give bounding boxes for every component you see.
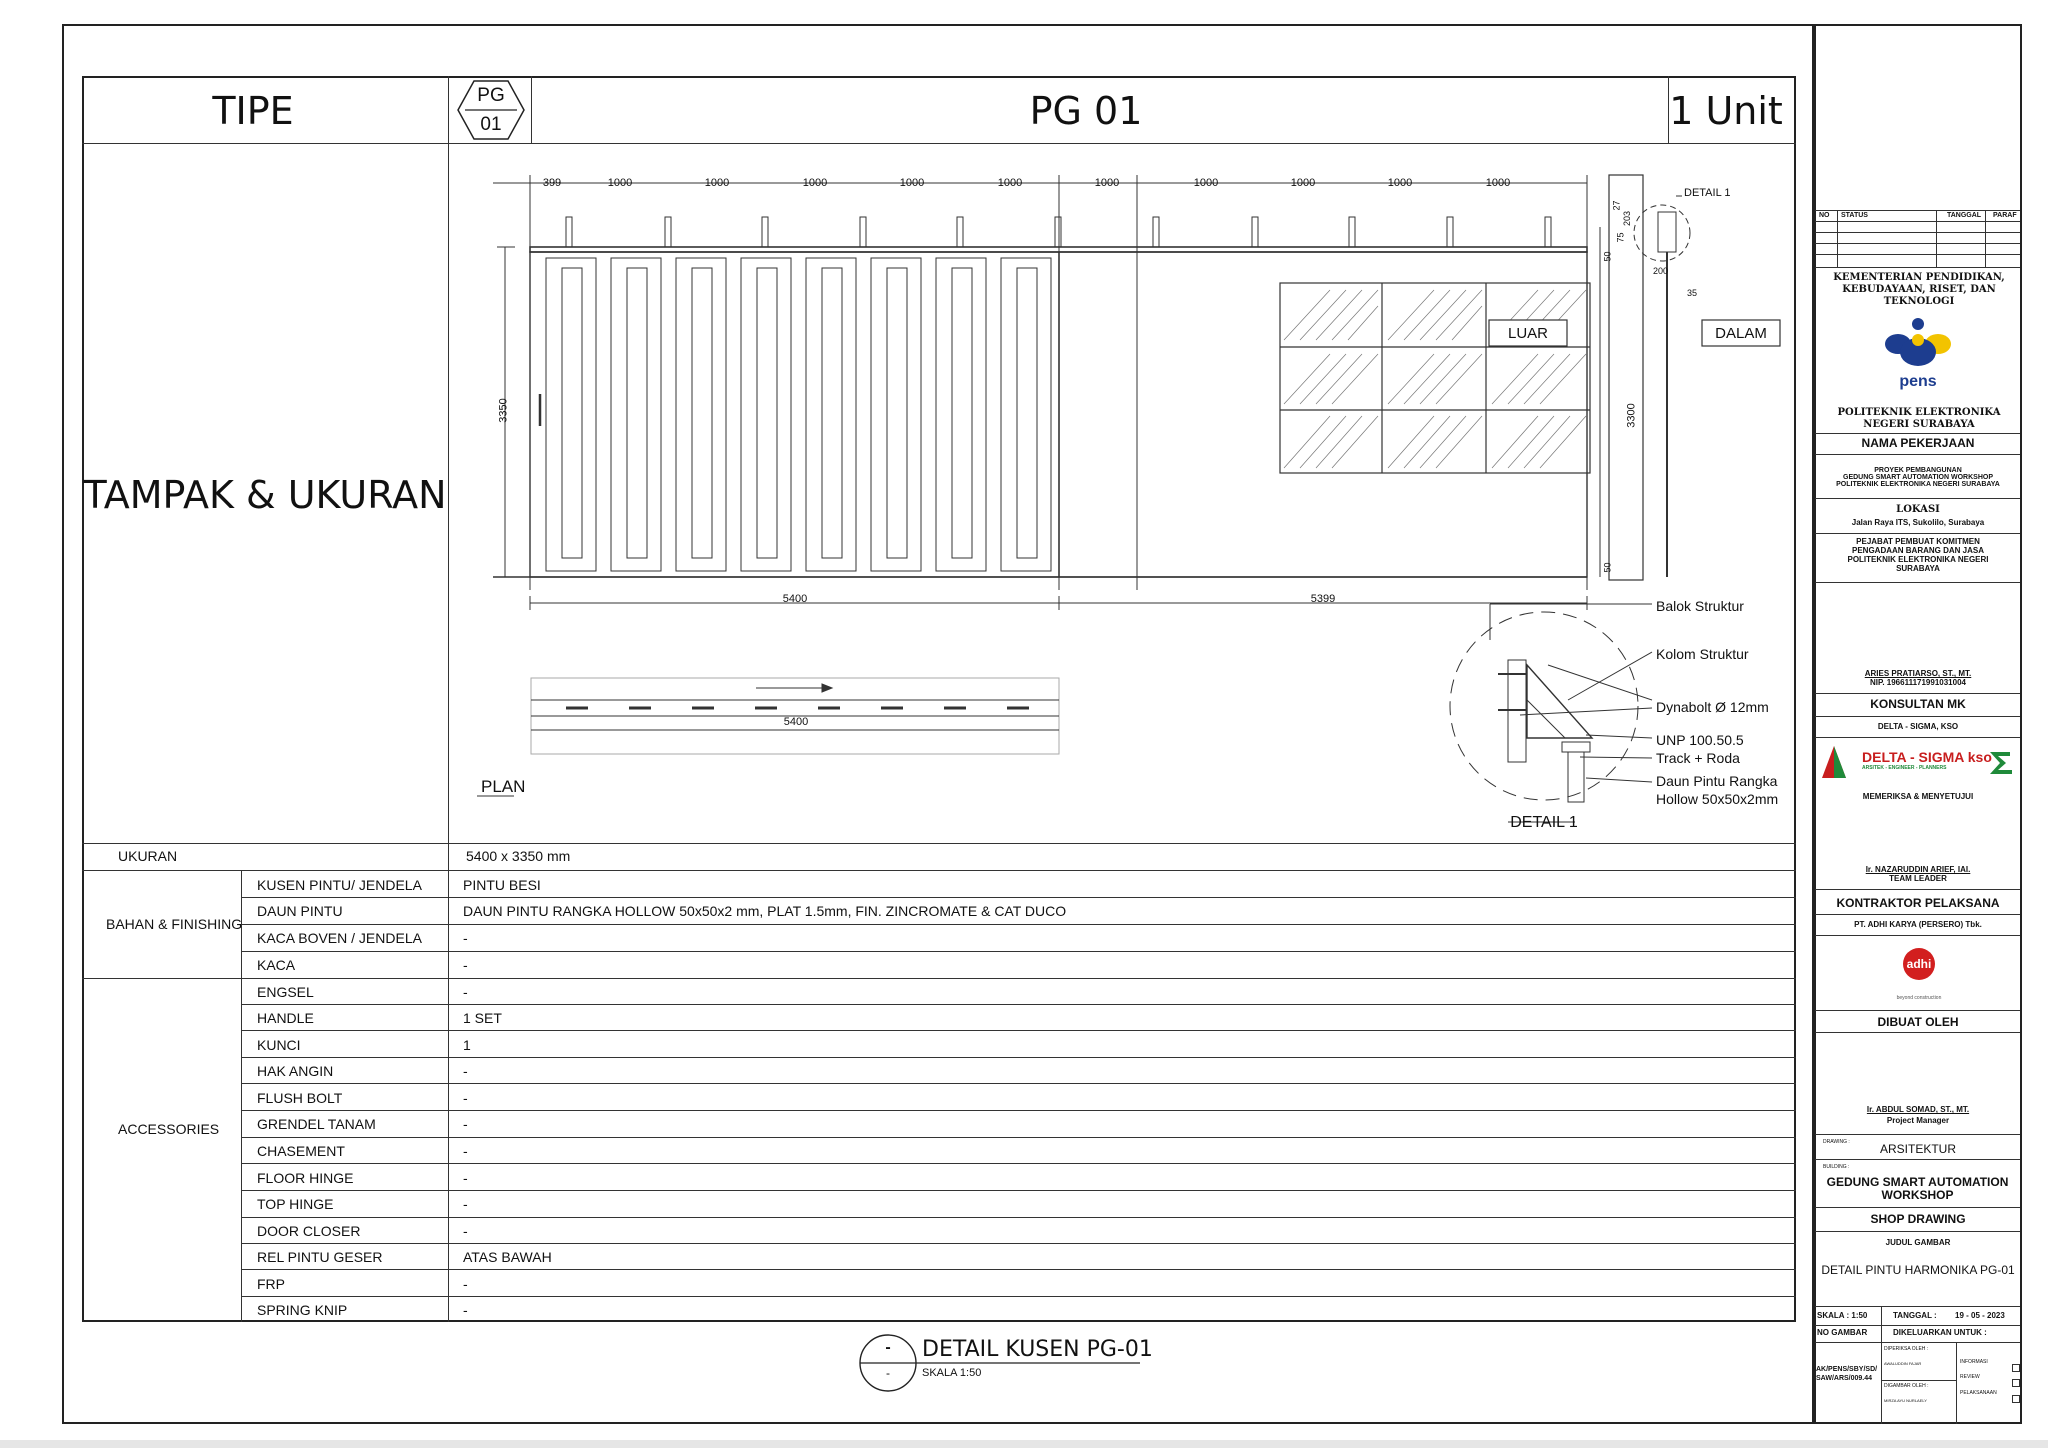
dim-top-9: 1000 (1290, 177, 1316, 189)
building-value: GEDUNG SMART AUTOMATION WORKSHOP (1826, 1175, 2009, 1202)
dim-top-8: 1000 (1193, 177, 1219, 189)
acc-item: FLUSH BOLT (257, 1090, 343, 1106)
project-line: GEDUNG SMART AUTOMATION WORKSHOP (1843, 474, 1993, 481)
nama-pekerjaan-label: NAMA PEKERJAAN (1861, 436, 1975, 450)
door-elevation-drawing (450, 145, 1794, 841)
row-line (241, 1030, 1796, 1031)
badge-top-text: PG (477, 85, 505, 106)
digambar-label: DIGAMBAR OLEH : (1884, 1383, 1929, 1389)
acc-item: FLOOR HINGE (257, 1170, 354, 1186)
dim-plan: 5400 (783, 716, 809, 728)
row-line (1815, 433, 2020, 434)
row-line (241, 1004, 1796, 1005)
acc-item: GRENDEL TANAM (257, 1116, 376, 1132)
digambar-name: MIRZA AYU NURLAELY (1884, 1398, 1927, 1403)
dim-top-10: 1000 (1387, 177, 1413, 189)
team-leader-name: Ir. NAZARUDDIN ARIEF, IAI. (1865, 865, 1971, 874)
dikeluarkan-label: DIKELUARKAN UNTUK : (1893, 1328, 1987, 1337)
col-line (1936, 210, 1937, 267)
caption-title: DETAIL KUSEN PG-01 (922, 1337, 1153, 1362)
detail-label-kolom: Kolom Struktur (1656, 646, 1749, 662)
checkbox-pelaksanaan[interactable] (2008, 1390, 2020, 1408)
acc-value: ATAS BAWAH (463, 1249, 552, 1265)
purpose-review: REVIEW (1960, 1374, 1980, 1380)
acc-item: ENGSEL (257, 984, 314, 1000)
dim-top-5: 1000 (899, 177, 925, 189)
label-luar: LUAR (1507, 325, 1549, 342)
row-line (1815, 693, 2020, 694)
row-line (1815, 243, 2020, 244)
badge-bottom-text: 01 (480, 114, 502, 135)
acc-item: SPRING KNIP (257, 1302, 348, 1318)
detail-label-balok: Balok Struktur (1656, 598, 1744, 614)
ppk-line: SURABAYA (1896, 564, 1940, 573)
bahan-item: KUSEN PINTU/ JENDELA (257, 877, 422, 893)
drawing-value: ARSITEKTUR (1879, 1142, 1957, 1156)
no-gambar-label: NO GAMBAR (1817, 1328, 1868, 1337)
diperiksa-label: DIPERIKSA OLEH : (1884, 1346, 1929, 1352)
row-line (1815, 889, 2020, 890)
row-line (1815, 210, 2020, 211)
row-line (241, 1217, 1796, 1218)
konsultan-name: DELTA - SIGMA, KSO (1877, 722, 1959, 731)
row-line (1815, 1032, 2020, 1033)
row-line (1815, 232, 2020, 233)
row-line (1815, 716, 2020, 717)
section-dim-8: 50 (1602, 562, 1613, 573)
acc-value: 1 SET (463, 1010, 502, 1026)
acc-value: - (463, 1063, 468, 1079)
row-line (241, 1243, 1796, 1244)
dim-width-a: 5400 (782, 593, 808, 605)
section-dim-2: 75 (1615, 232, 1626, 243)
building-label: BUILDING : (1823, 1164, 1850, 1170)
page-bottom-band (0, 1440, 2048, 1448)
pens-logo (1878, 314, 1958, 394)
row-line (1815, 221, 2020, 222)
row-line (241, 1137, 1796, 1138)
section-dim-4: 50 (1602, 251, 1613, 262)
row-line (1815, 1325, 2020, 1326)
dim-top-6: 1000 (997, 177, 1023, 189)
acc-value: - (463, 1276, 468, 1292)
row-line (241, 951, 1796, 952)
row-line (1815, 737, 2020, 738)
section-dim-3: 203 (1622, 210, 1633, 227)
acc-value: 1 (463, 1037, 471, 1053)
adhi-tagline: beyond construction (1896, 995, 1942, 1001)
detail-label-track: Track + Roda (1656, 750, 1740, 766)
caption-symbol-top: - (885, 1339, 891, 1356)
status-table (1815, 210, 2020, 268)
bahan-label: BAHAN & FINISHING (106, 916, 243, 932)
bahan-item: KACA BOVEN / JENDELA (257, 930, 422, 946)
col-line (1837, 210, 1838, 267)
row-line (1815, 498, 2020, 499)
type-badge (456, 79, 526, 141)
detail-title: DETAIL 1 (1510, 814, 1578, 831)
detail-label-hollow: Hollow 50x50x2mm (1656, 791, 1779, 807)
team-leader-role: TEAM LEADER (1889, 874, 1947, 883)
dim-top-4: 1000 (802, 177, 828, 189)
col-divider-main (448, 76, 449, 1322)
delta-logo-text: DELTA - SIGMA kso (1862, 749, 1992, 765)
bahan-value: PINTU BESI (463, 877, 541, 893)
bahan-item: DAUN PINTU (257, 903, 343, 919)
dim-top-3: 1000 (704, 177, 730, 189)
row-line (1815, 1134, 2020, 1135)
section-dim-7: 3300 (1625, 403, 1638, 428)
acc-value: - (463, 1143, 468, 1159)
dim-top-2: 1000 (607, 177, 633, 189)
acc-value: - (463, 1170, 468, 1186)
no-gambar-value: AK/PENS/SBY/SD/ SAW/ARS/009.44 (1816, 1366, 1878, 1382)
ukuran-label: UKURAN (118, 848, 178, 864)
ppk-name: ARIES PRATIARSO, ST., MT. (1864, 669, 1972, 678)
caption-symbol-bottom: - (886, 1366, 890, 1380)
row-line (241, 1296, 1796, 1297)
row-line (1881, 1380, 1956, 1381)
ppk-nip: NIP. 196611171991031004 (1870, 678, 1966, 687)
label-plan: PLAN (481, 777, 526, 796)
acc-value: - (463, 1302, 468, 1318)
col-line (1956, 1342, 1957, 1424)
row-line (241, 924, 1796, 925)
acc-item: FRP (257, 1276, 285, 1292)
row-line (1815, 1010, 2020, 1011)
bahan-item: KACA (257, 957, 296, 973)
spec-col-divider (241, 870, 242, 1322)
acc-value: - (463, 1223, 468, 1239)
row-line (1815, 935, 2020, 936)
col-line (1881, 1306, 1882, 1424)
row-line (241, 1083, 1796, 1084)
acc-item: REL PINTU GESER (257, 1249, 383, 1265)
section-dim-6: 35 (1687, 288, 1698, 298)
status-header-no: NO (1819, 212, 1830, 219)
section-dim-5: 200 (1653, 266, 1669, 276)
acc-value: - (463, 984, 468, 1000)
header-divider (82, 143, 1796, 144)
purpose-informasi: INFORMASI (1960, 1359, 1988, 1365)
acc-value: - (463, 1116, 468, 1132)
tanggal-label: TANGGAL : (1893, 1311, 1937, 1320)
row-line (1815, 1231, 2020, 1232)
bahan-value: DAUN PINTU RANGKA HOLLOW 50x50x2 mm, PLAT 1.5mm, FIN. ZINCROMATE & CAT DUCO (463, 903, 1067, 919)
judul-value: DETAIL PINTU HARMONIKA PG-01 (1821, 1263, 2015, 1277)
row-line (241, 1110, 1796, 1111)
row-line (241, 1190, 1796, 1191)
row-line (241, 897, 1796, 898)
adhi-logo-text: adhi (1906, 957, 1932, 971)
skala-label: SKALA : 1:50 (1817, 1311, 1868, 1320)
dim-width-b: 5399 (1310, 593, 1336, 605)
detail-ref: DETAIL 1 (1684, 187, 1731, 199)
spec-top-line (82, 843, 1796, 844)
dim-top-11: 1000 (1485, 177, 1511, 189)
row-line (82, 978, 1796, 979)
acc-item: HAK ANGIN (257, 1063, 334, 1079)
row-line (1815, 267, 2020, 268)
project-line: POLITEKNIK ELEKTRONIKA NEGERI SURABAYA (1836, 481, 2000, 488)
row-line (1815, 254, 2020, 255)
accessories-label: ACCESSORIES (118, 1121, 220, 1137)
row-line (241, 1269, 1796, 1270)
delta-logo-sub: ARSITEK - ENGINEER - PLANNERS (1862, 765, 1947, 771)
delta-triangle-icon (1820, 744, 1848, 780)
menyetujui-label: MEMERIKSA & MENYETUJUI (1862, 792, 1974, 801)
project-line: PROYEK PEMBANGUNAN (1874, 467, 1962, 474)
sigma-icon (1986, 748, 2016, 778)
row-line (1815, 533, 2020, 534)
ppk-line: POLITEKNIK ELEKTRONIKA NEGERI (1847, 555, 1989, 564)
tipe-label: TIPE (212, 89, 294, 133)
judul-label: JUDUL GAMBAR (1885, 1238, 1951, 1247)
label-dalam: DALAM (1715, 325, 1767, 342)
ppk-line: PEJABAT PEMBUAT KOMITMEN (1856, 537, 1980, 546)
row-line (1815, 1159, 2020, 1160)
row-line (241, 1057, 1796, 1058)
col-divider-badge (531, 76, 532, 143)
spec-line (82, 870, 1796, 871)
ukuran-value: 5400 x 3350 mm (466, 848, 571, 864)
pm-name: Ir. ABDUL SOMAD, ST., MT. (1866, 1105, 1970, 1114)
diperiksa-name: AWALUDDIN FAJAR (1884, 1361, 1922, 1366)
tanggal-value: 19 - 05 - 2023 (1955, 1311, 2005, 1320)
bahan-value: - (463, 930, 468, 946)
unit-label: 1 Unit (1669, 89, 1783, 133)
col-line (1985, 210, 1986, 267)
acc-item: TOP HINGE (257, 1196, 334, 1212)
dim-top-7: 1000 (1094, 177, 1120, 189)
pm-role: Project Manager (1886, 1116, 1950, 1125)
bahan-value: - (463, 957, 468, 973)
acc-item: HANDLE (257, 1010, 314, 1026)
row-line (1815, 1342, 2020, 1343)
lokasi-label: LOKASI (1896, 504, 1940, 515)
row-line (1815, 582, 2020, 583)
purpose-pelaksanaan: PELAKSANAAN (1960, 1390, 1997, 1396)
status-header-status: STATUS (1841, 212, 1868, 219)
caption-scale: SKALA 1:50 (922, 1367, 982, 1379)
detail-label-unp: UNP 100.50.5 (1656, 732, 1744, 748)
pens-logo-text: pens (1899, 373, 1937, 390)
status-header-tanggal: TANGGAL (1947, 212, 1982, 219)
dibuat-label: DIBUAT OLEH (1877, 1015, 1959, 1029)
section-dim-1: 27 (1611, 200, 1622, 211)
acc-value: - (463, 1090, 468, 1106)
kontraktor-label: KONTRAKTOR PELAKSANA (1836, 896, 2000, 910)
ppk-line: PENGADAAN BARANG DAN JASA (1851, 546, 1985, 555)
detail-label-dynabolt: Dynabolt Ø 12mm (1656, 699, 1769, 715)
drawing-label: DRAWING : (1823, 1139, 1850, 1145)
kontraktor-name: PT. ADHI KARYA (PERSERO) Tbk. (1854, 920, 1982, 929)
row-line (241, 1163, 1796, 1164)
dim-height-left: 3350 (497, 398, 510, 423)
left-section-title: TAMPAK & UKURAN (83, 473, 447, 517)
acc-item: CHASEMENT (257, 1143, 345, 1159)
adhi-logo (1903, 948, 1935, 980)
acc-item: KUNCI (257, 1037, 301, 1053)
acc-value: - (463, 1196, 468, 1212)
ministry-name: KEMENTERIAN PENDIDIKAN, KEBUDAYAAN, RISET, DAN TEKNOLOGI (1833, 272, 2005, 307)
delta-sigma-logo (1818, 742, 2018, 782)
detail-label-daun: Daun Pintu Rangka (1656, 773, 1778, 789)
status-header-paraf: PARAF (1993, 212, 2017, 219)
type-name: PG 01 (1029, 89, 1143, 133)
row-line (1815, 914, 2020, 915)
institution-name: POLITEKNIK ELEKTRONIKA NEGERI SURABAYA (1837, 407, 2001, 430)
konsultan-label: KONSULTAN MK (1870, 697, 1966, 711)
acc-item: DOOR CLOSER (257, 1223, 361, 1239)
shop-drawing-label: SHOP DRAWING (1870, 1212, 1966, 1226)
lokasi-value: Jalan Raya ITS, Sukolilo, Surabaya (1851, 518, 1985, 527)
row-line (1815, 454, 2020, 455)
row-line (1815, 1306, 2020, 1307)
dim-top-1: 399 (542, 177, 562, 189)
row-line (1815, 1207, 2020, 1208)
